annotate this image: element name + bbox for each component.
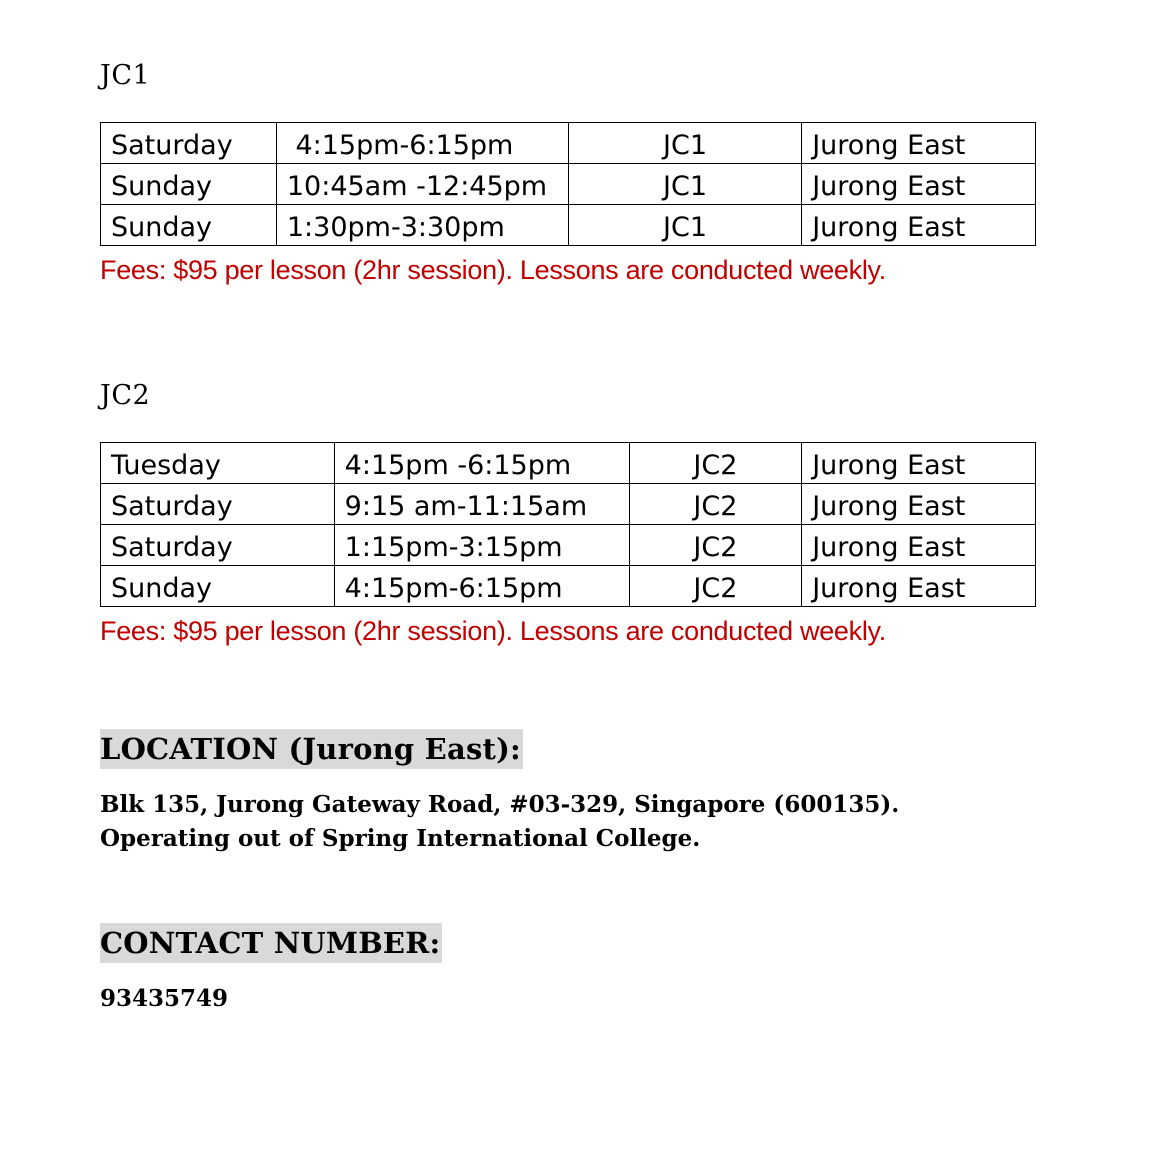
time-cell: 1:30pm-3:30pm xyxy=(276,205,568,246)
table-row xyxy=(101,566,1036,607)
time-cell: 9:15 am-11:15am xyxy=(334,484,629,525)
jc2-fees-note: Fees: $95 per lesson (2hr session). Lessons are conducted weekly. xyxy=(100,616,886,646)
time-cell: 4:15pm-6:15pm xyxy=(334,566,629,607)
table-row xyxy=(101,443,1036,484)
location-cell: Jurong East xyxy=(802,123,1036,164)
address-line: Blk 135, Jurong Gateway Road, #03-329, Singapore (600135). xyxy=(100,791,900,818)
day-cell: Saturday xyxy=(101,484,335,525)
level-cell: JC2 xyxy=(629,443,802,484)
day-cell: Sunday xyxy=(101,205,277,246)
time-cell: 4:15pm -6:15pm xyxy=(334,443,629,484)
level-cell: JC1 xyxy=(568,205,801,246)
time-cell: 1:15pm-3:15pm xyxy=(334,525,629,566)
contact-heading: CONTACT NUMBER: xyxy=(100,923,442,963)
location-cell: Jurong East xyxy=(802,443,1036,484)
location-heading: LOCATION (Jurong East): xyxy=(100,729,523,769)
table-row xyxy=(101,205,1036,246)
jc2-heading: JC2 xyxy=(100,380,151,411)
jc1-fees-note: Fees: $95 per lesson (2hr session). Lessons are conducted weekly. xyxy=(100,255,886,285)
venue-note: Operating out of Spring International College. xyxy=(100,825,701,852)
level-cell: JC1 xyxy=(568,164,801,205)
location-cell: Jurong East xyxy=(802,164,1036,205)
jc2-schedule-table xyxy=(100,442,1036,607)
location-cell: Jurong East xyxy=(802,525,1036,566)
level-cell: JC2 xyxy=(629,566,802,607)
table-row xyxy=(101,484,1036,525)
time-cell: 10:45am -12:45pm xyxy=(276,164,568,205)
day-cell: Saturday xyxy=(101,123,277,164)
level-cell: JC1 xyxy=(568,123,801,164)
location-cell: Jurong East xyxy=(802,484,1036,525)
jc1-schedule-table xyxy=(100,122,1036,246)
time-cell: 4:15pm-6:15pm xyxy=(276,123,568,164)
level-cell: JC2 xyxy=(629,484,802,525)
day-cell: Sunday xyxy=(101,566,335,607)
day-cell: Sunday xyxy=(101,164,277,205)
location-cell: Jurong East xyxy=(802,205,1036,246)
location-cell: Jurong East xyxy=(802,566,1036,607)
level-cell: JC2 xyxy=(629,525,802,566)
table-row xyxy=(101,525,1036,566)
table-row xyxy=(101,164,1036,205)
jc1-heading: JC1 xyxy=(100,60,151,91)
phone-number: 93435749 xyxy=(100,985,229,1012)
day-cell: Tuesday xyxy=(101,443,335,484)
day-cell: Saturday xyxy=(101,525,335,566)
table-row xyxy=(101,123,1036,164)
